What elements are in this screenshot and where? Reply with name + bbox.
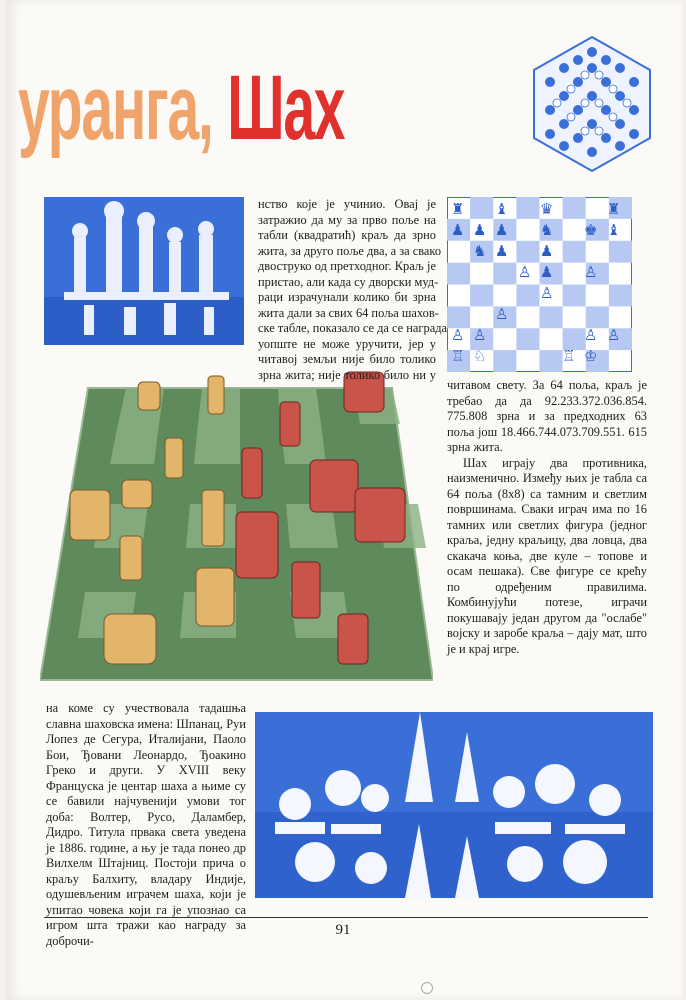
svg-text:♟: ♟ — [451, 221, 465, 239]
svg-text:♙: ♙ — [495, 305, 509, 323]
svg-text:♟: ♟ — [540, 263, 554, 281]
svg-text:♙: ♙ — [540, 284, 554, 302]
chess-pieces-print — [255, 712, 653, 898]
chess-figures-print — [44, 197, 244, 345]
svg-text:♟: ♟ — [473, 221, 487, 239]
column1-line: жита, за друго поље два, а за свако — [258, 243, 442, 258]
registration-mark-icon — [421, 982, 433, 994]
svg-text:♔: ♔ — [584, 347, 598, 365]
svg-text:♝: ♝ — [495, 200, 509, 218]
page-number: 91 — [335, 922, 351, 938]
svg-text:♝: ♝ — [607, 221, 621, 239]
column2-paragraph-2: Шах играју два противника, наизменично. Између њих је табла са 64 поља (8x8) са тамним и светлим површинама. Сваки играч има по 16 тамних или светлих фигура (једног краља, једну краљицу, два ловца, два скакача коња, две куле – топове и осам пешака). Све фигуре се крећу по одређеним правилима. Комбинујући потезе, играчи покушавају један другом да "ослабе" војску и заробе краља – дају мат, што је и крај игре. — [447, 455, 647, 656]
column3-paragraph: на коме су учествовала тадашња славна шаховска имена: Шпанац, Руи Лопез де Сегура, Италијани, Паоло Бои, Ђовани Леонардо, Ђоакино Греко и други. У XVIII веку Француска је центар шаха а њиме су се бавили најчувенији умови тог доба: Волтер, Русо, Даламбер, Дидро. Титула првака света уведена је 1886. године, а њу је тада понео др Вилхелм Штајниц. Постоји прича о краљу Балхиту, владару Индије, одушевљеним играчем шаха, који је упитао човека који га је упознао са игром шта тражи као награду за доброчи- — [46, 701, 246, 948]
article-column-1 — [258, 197, 447, 383]
column1-line: жита дали за свих 64 поља шахов- — [258, 305, 439, 320]
svg-text:♟: ♟ — [495, 221, 509, 239]
svg-text:♟: ♟ — [540, 242, 554, 260]
column1-line: уопште не може уручити, јер у — [258, 336, 436, 351]
column1-line: зрна жита; није толико било ни у — [258, 367, 436, 382]
svg-text:♙: ♙ — [584, 263, 598, 281]
svg-text:♟: ♟ — [495, 242, 509, 260]
svg-text:♙: ♙ — [473, 326, 487, 344]
svg-text:♙: ♙ — [584, 326, 598, 344]
page-title — [18, 57, 345, 159]
column1-line: двоструко од претходног. Краљ је — [258, 259, 436, 273]
chess-position-diagram — [447, 197, 632, 372]
column1-line: ске табле, показало се да се награда — [258, 321, 447, 335]
svg-text:♘: ♘ — [473, 347, 487, 365]
title-word-1: уранга, — [18, 57, 213, 159]
column1-line: пристао, али када су дворски муд- — [258, 274, 439, 289]
svg-text:♚: ♚ — [584, 221, 598, 239]
svg-text:♞: ♞ — [540, 221, 554, 239]
column1-line: нство које је учинио. Овај је — [258, 197, 436, 211]
svg-text:♖: ♖ — [562, 347, 576, 365]
article-column-2 — [447, 378, 647, 657]
footer-rule — [44, 917, 648, 918]
chessboard-photo — [40, 362, 433, 690]
svg-text:♙: ♙ — [451, 326, 465, 344]
svg-text:♞: ♞ — [473, 242, 487, 260]
svg-text:♙: ♙ — [607, 326, 621, 344]
title-word-2: Шах — [227, 57, 345, 159]
column1-line: затражио да му за прво поље на — [258, 212, 436, 227]
column1-line: табли (квадратић) краљ да зрно — [258, 228, 436, 242]
svg-text:♛: ♛ — [540, 200, 554, 218]
column2-paragraph-1: читавом свету. За 64 поља, краљ је требао да да 92.233.372.036.854. 775.808 зрна и за предходних 63 поља још 18.466.744.073.709.551. 615 зрна жита. — [447, 378, 647, 454]
svg-text:♙: ♙ — [518, 263, 532, 281]
svg-text:♜: ♜ — [607, 200, 621, 218]
column1-line: читавој земљи није било толико — [258, 352, 436, 366]
svg-text:♜: ♜ — [451, 200, 465, 218]
hexagonal-board-illustration — [530, 34, 654, 174]
column1-line: раци израчунали колико би зрна — [258, 290, 436, 304]
article-column-3 — [46, 701, 246, 949]
svg-text:♖: ♖ — [451, 347, 465, 365]
